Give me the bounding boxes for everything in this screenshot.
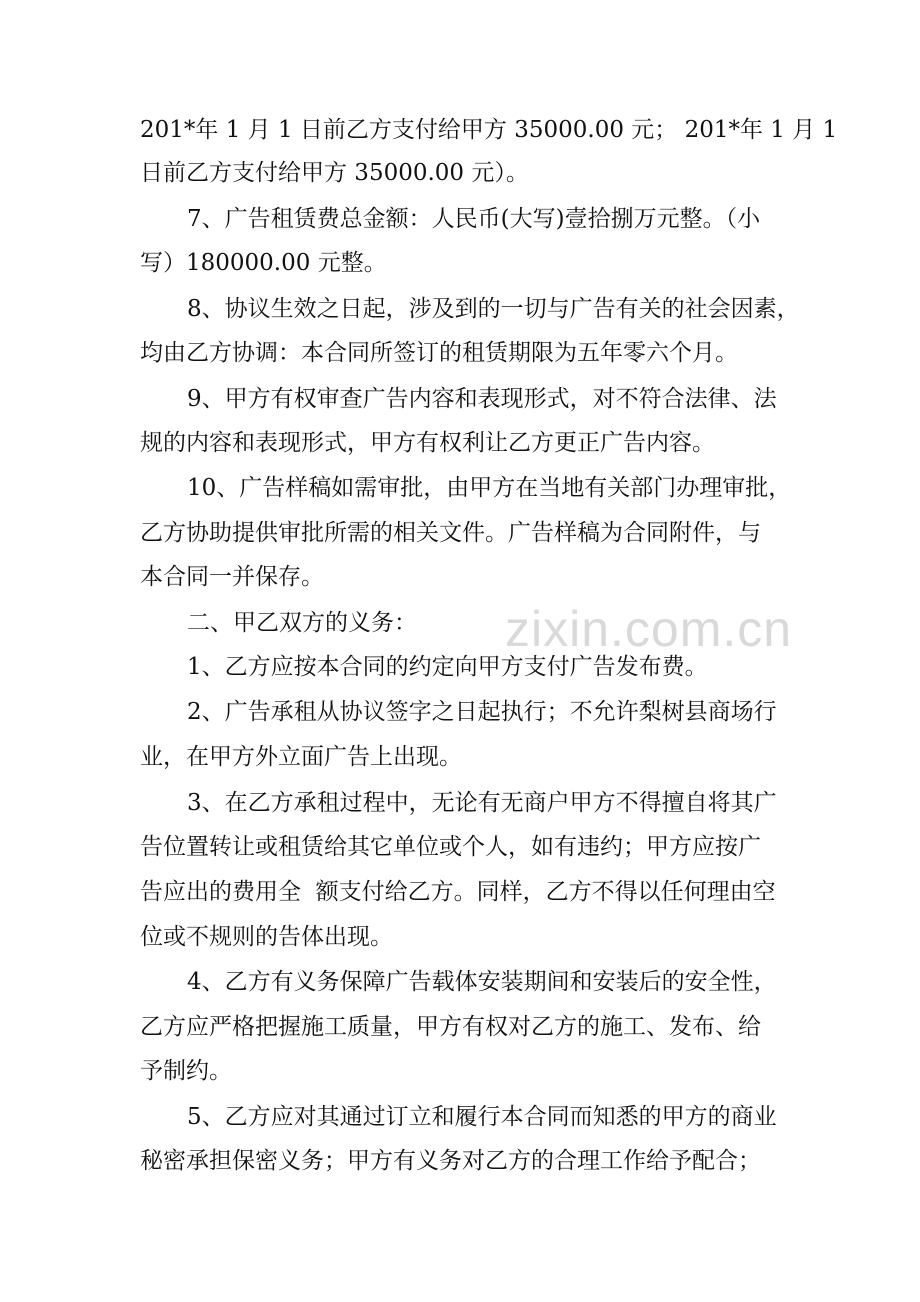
text-line: 10、广告样稿如需审批，由甲方在当地有关部门办理审批，: [187, 475, 792, 501]
text-line: 告应出的费用全 额支付给乙方。同样，乙方不得以任何理由空: [140, 879, 776, 905]
text-line: 业，在甲方外立面广告上出现。: [140, 744, 462, 770]
text-line: 乙方协助提供审批所需的相关文件。广告样稿为合同附件，与: [140, 520, 761, 546]
text-line: 日前乙方支付给甲方 35000.00 元）。: [140, 160, 529, 186]
text-line: 告位置转让或租赁给其它单位或个人，如有违约；甲方应按广: [140, 834, 761, 860]
text-line: 7、广告租赁费总金额：人民币(大写)壹拾捌万元整。（小: [187, 206, 761, 232]
text-line: 规的内容和表现形式，甲方有权利让乙方更正广告内容。: [140, 430, 715, 456]
text-line: 秘密承担保密义务；甲方有义务对乙方的合理工作给予配合；: [140, 1148, 761, 1174]
text-line: 1、乙方应按本合同的约定向甲方支付广告发布费。: [187, 654, 708, 680]
text-line: 3、在乙方承租过程中，无论有无商户甲方不得擅自将其广: [187, 790, 777, 816]
text-line: 9、甲方有权审查广告内容和表现形式，对不符合法律、法: [187, 386, 777, 412]
text-line: 8、协议生效之日起，涉及到的一切与广告有关的社会因素，: [187, 296, 800, 322]
text-line: 均由乙方协调：本合同所签订的租赁期限为五年零六个月。: [140, 340, 738, 366]
text-line: 201*年 1 月 1 日前乙方支付给甲方 35000.00 元； 201*年 1 月 1: [140, 117, 838, 143]
text-line: 乙方应严格把握施工质量，甲方有权对乙方的施工、发布、给: [140, 1014, 761, 1040]
text-line: 予制约。: [140, 1058, 232, 1084]
text-line: 2、广告承租从协议签字之日起执行；不允许梨树县商场行: [187, 699, 777, 725]
text-line: 位或不规则的告体出现。: [140, 924, 393, 950]
section-heading: 二、甲乙双方的义务：: [187, 610, 417, 636]
watermark: zixin.com.cn: [505, 601, 793, 657]
text-line: 5、乙方应对其通过订立和履行本合同而知悉的甲方的商业: [187, 1104, 777, 1130]
text-line: 4、乙方有义务保障广告载体安装期间和安装后的安全性，: [187, 969, 777, 995]
text-line: 本合同一并保存。: [140, 564, 324, 590]
text-line: 写）180000.00 元整。: [140, 250, 387, 276]
